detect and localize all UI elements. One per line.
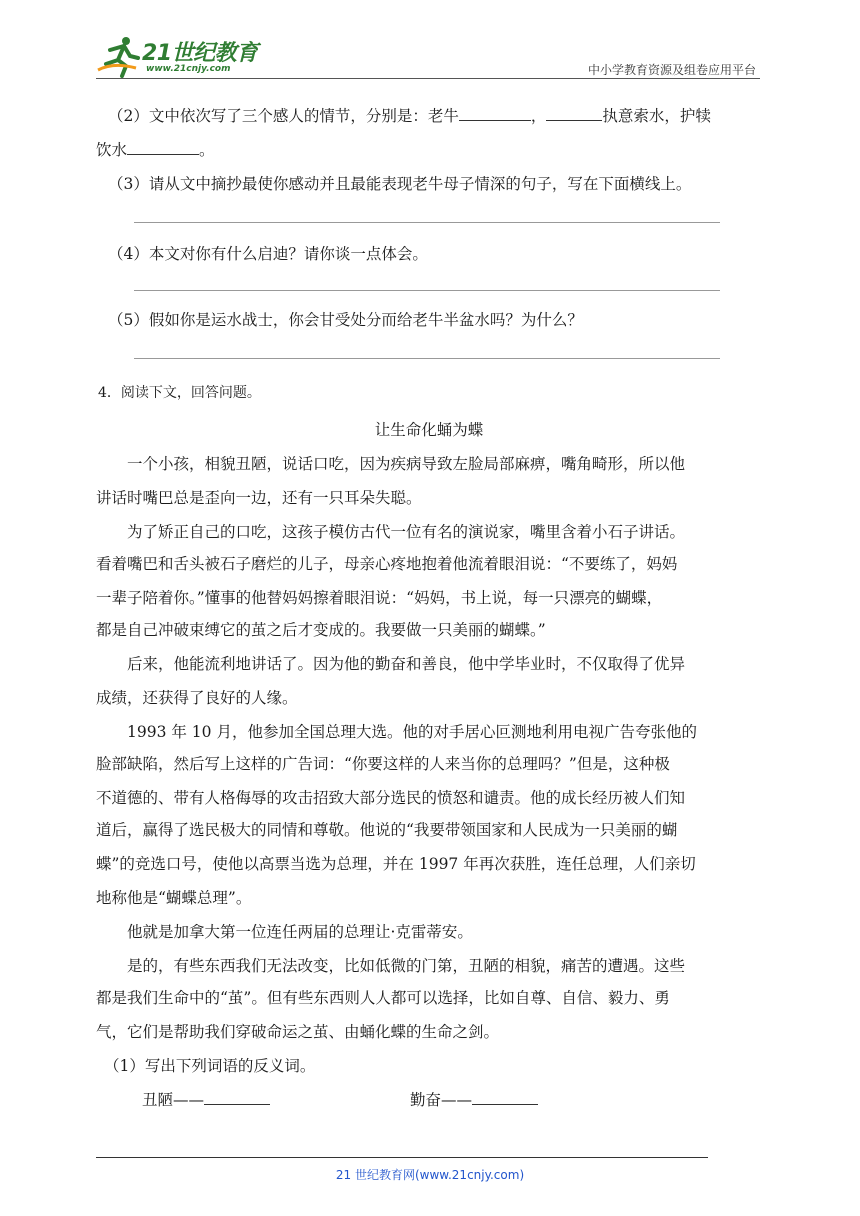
- logo: [96, 34, 266, 78]
- passage-line: 蝶”的竞选口号，使他以高票当选为总理，并在 1997 年再次获胜，连任总理，人们亲切: [96, 855, 696, 873]
- question-3-4: （4）本文对你有什么启迪？请你谈一点体会。: [108, 245, 428, 263]
- passage-line: 一个小孩，相貌丑陋，说话口吃，因为疾病导致左脸局部麻痹，嘴角畸形，所以他: [127, 455, 686, 473]
- passage-line: 后来，他能流利地讲话了。因为他的勤奋和善良，他中学毕业时，不仅取得了优异: [127, 655, 686, 673]
- answer-line[interactable]: [134, 222, 720, 223]
- passage-line: 都是我们生命中的“茧”。但有些东西则人人都可以选择，比如自尊、自信、毅力、勇: [96, 989, 670, 1007]
- answer-blank[interactable]: [204, 1090, 270, 1105]
- passage-title: 让生命化蛹为蝶: [374, 421, 484, 439]
- passage-line: 他就是加拿大第一位连任两届的总理让·克雷蒂安。: [127, 923, 473, 941]
- question-3-2: （2）文中依次写了三个感人的情节，分别是：老牛 ， 执意索水，护犊: [108, 107, 711, 125]
- logo-url: www.21cnjy.com: [146, 64, 231, 74]
- answer-line[interactable]: [134, 358, 720, 359]
- passage-line: 气，它们是帮助我们穿破命运之茧、由蛹化蝶的生命之剑。: [96, 1023, 500, 1041]
- footer-link[interactable]: 21 世纪教育网(www.21cnjy.com): [335, 1168, 525, 1182]
- question-4-intro: 4．阅读下文，回答问题。: [98, 385, 261, 401]
- header-divider: [96, 78, 760, 79]
- answer-blank[interactable]: [472, 1090, 538, 1105]
- passage-line: 成绩，还获得了良好的人缘。: [96, 689, 298, 707]
- passage-line: 1993 年 10 月，他参加全国总理大选。他的对手居心叵测地利用电视广告夸张他的: [127, 723, 697, 741]
- answer-blank[interactable]: [127, 140, 199, 155]
- logo-text: 21世纪教育: [142, 41, 258, 66]
- question-3-5: （5）假如你是运水战士，你会甘受处分而给老牛半盆水吗？为什么？: [108, 311, 583, 329]
- answer-line[interactable]: [134, 290, 720, 291]
- antonym-item: 勤奋——: [410, 1088, 538, 1110]
- passage-line: 道后，赢得了选民极大的同情和尊敬。他说的“我要带领国家和人民成为一只美丽的蝴: [96, 821, 678, 839]
- passage-line: 是的，有些东西我们无法改变，比如低微的门第，丑陋的相貌，痛苦的遭遇。这些: [127, 957, 686, 975]
- runner-logo-icon: [96, 34, 142, 78]
- passage-line: 不道德的、带有人格侮辱的攻击招致大部分选民的愤怒和谴责。他的成长经历被人们知: [96, 789, 686, 807]
- passage-line: 都是自己冲破束缚它的茧之后才变成的。我要做一只美丽的蝴蝶。”: [96, 621, 546, 639]
- footer-divider: [96, 1157, 708, 1158]
- antonym-item: 丑陋——: [142, 1088, 270, 1110]
- platform-name: 中小学教育资源及组卷应用平台: [587, 63, 756, 77]
- passage-line: 地称他是“蝴蝶总理”。: [96, 889, 252, 907]
- question-3-2-cont: 饮水 。: [96, 141, 215, 159]
- passage-line: 脸部缺陷，然后写上这样的广告词：“你要这样的人来当你的总理吗？”但是，这种极: [96, 755, 670, 773]
- passage-line: 看着嘴巴和舌头被石子磨烂的儿子，母亲心疼地抱着他流着眼泪说：“不要练了，妈妈: [96, 555, 678, 573]
- page-header: [96, 34, 760, 80]
- passage-line: 为了矫正自己的口吃，这孩子模仿古代一位有名的演说家，嘴里含着小石子讲话。: [127, 523, 686, 541]
- passage-line: 一辈子陪着你。”懂事的他替妈妈擦着眼泪说：“妈妈，书上说，每一只漂亮的蝴蝶，: [96, 589, 663, 607]
- question-4-1: （1）写出下列词语的反义词。: [104, 1057, 316, 1075]
- answer-blank[interactable]: [546, 106, 602, 121]
- answer-blank[interactable]: [459, 106, 531, 121]
- question-3-3: （3）请从文中摘抄最使你感动并且最能表现老牛母子情深的句子，写在下面横线上。: [108, 175, 692, 193]
- passage-line: 讲话时嘴巴总是歪向一边，还有一只耳朵失聪。: [96, 489, 422, 507]
